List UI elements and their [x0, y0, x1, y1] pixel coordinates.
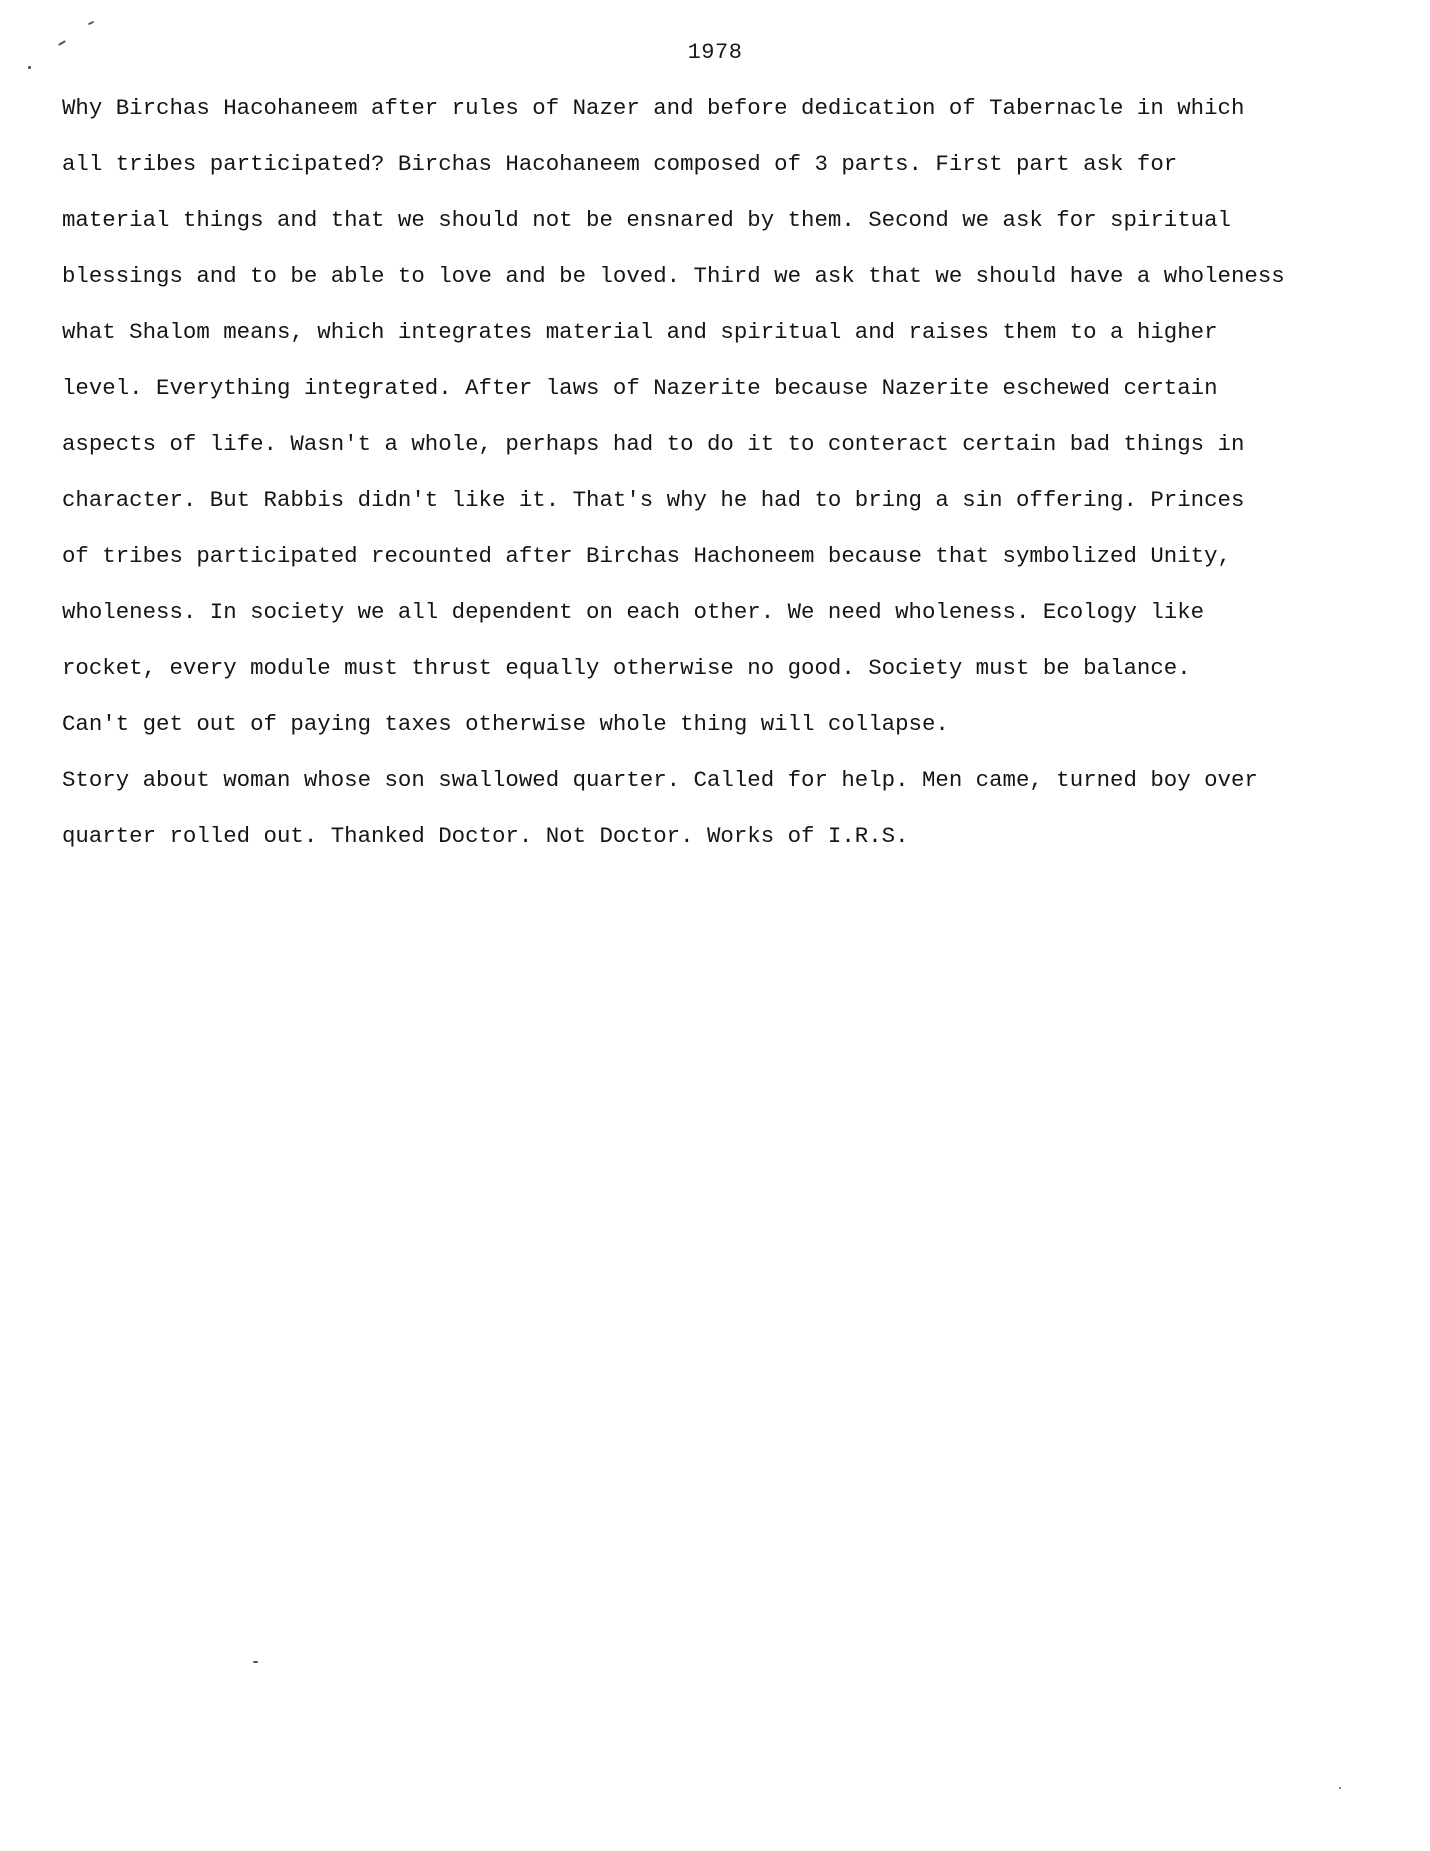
text-line: quarter rolled out. Thanked Doctor. Not Doctor. Works of I.R.S.	[62, 823, 909, 849]
scan-speck	[88, 21, 94, 25]
text-line: what Shalom means, which integrates material and spiritual and raises them to a higher	[62, 319, 1218, 345]
page-year: 1978	[687, 40, 743, 65]
text-line: blessings and to be able to love and be loved. Third we ask that we should have a wholeness	[62, 263, 1285, 289]
text-line: of tribes participated recounted after Birchas Hachoneem because that symbolized Unity,	[62, 543, 1231, 569]
text-line: character. But Rabbis didn't like it. That's why he had to bring a sin offering. Princes	[62, 487, 1245, 513]
text-line: level. Everything integrated. After laws of Nazerite because Nazerite eschewed certain	[62, 375, 1218, 401]
text-line: Why Birchas Hacohaneem after rules of Nazer and before dedication of Tabernacle in which	[62, 95, 1245, 121]
scan-speck	[253, 1661, 258, 1663]
document-body	[62, 90, 1392, 874]
text-line: Story about woman whose son swallowed quarter. Called for help. Men came, turned boy over	[62, 767, 1258, 793]
text-line: wholeness. In society we all dependent on each other. We need wholeness. Ecology like	[62, 599, 1205, 625]
scan-speck	[1339, 1787, 1341, 1789]
text-line: all tribes participated? Birchas Hacohaneem composed of 3 parts. First part ask for	[62, 151, 1178, 177]
text-line: Can't get out of paying taxes otherwise whole thing will collapse.	[62, 711, 949, 737]
text-line: rocket, every module must thrust equally otherwise no good. Society must be balance.	[62, 655, 1191, 681]
text-line: aspects of life. Wasn't a whole, perhaps had to do it to conteract certain bad things in	[62, 431, 1245, 457]
scan-speck	[28, 66, 31, 69]
text-line: material things and that we should not be ensnared by them. Second we ask for spiritual	[62, 207, 1231, 233]
